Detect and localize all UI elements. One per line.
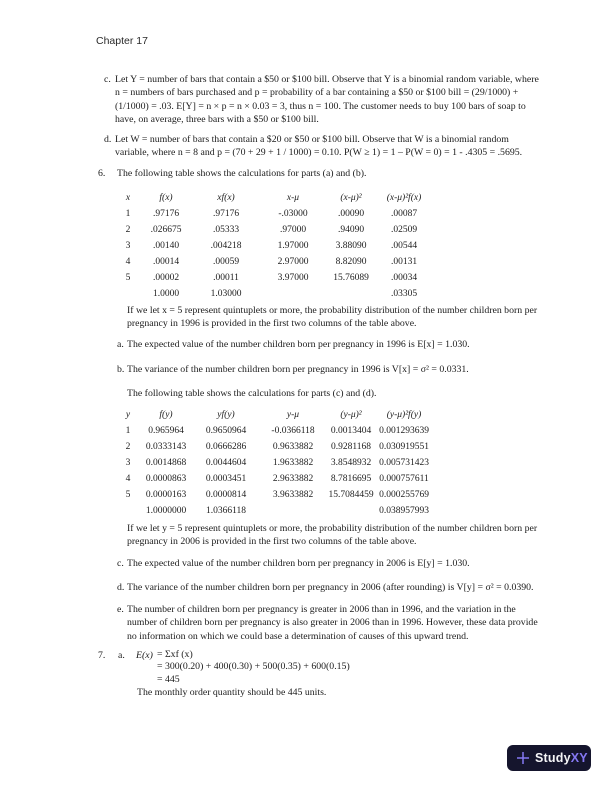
- q7-expression-lhs: E(x): [136, 650, 153, 661]
- table-row: [116, 487, 432, 503]
- item-5c-marker: c.: [104, 74, 111, 85]
- table-header-cell: x-μ: [286, 193, 300, 203]
- table-cell: 0.0044604: [205, 458, 247, 468]
- table-cell: 0.000757611: [379, 474, 429, 484]
- table-row: [116, 238, 432, 254]
- item-6e-text: The number of children born per pregnancy is greater in 2006 than in 1996, and the variation in the number of children born per pregnancy is also greater in 2006 than in 1996. However, these data provide no information on which we could base a determination of causes of this upward trend.: [127, 604, 538, 642]
- table-header-cell: (y-μ)²f(y): [386, 410, 422, 420]
- table-cell: 0.0666286: [205, 442, 247, 452]
- table-cell: 0.965964: [148, 426, 184, 436]
- table-cell: 0.0000863: [145, 474, 187, 484]
- table-cell: 3.8548932: [330, 458, 372, 468]
- table-cell: 0.0000814: [205, 490, 247, 500]
- item-6d: [117, 581, 541, 594]
- table-cell: 2.97000: [277, 257, 309, 267]
- table-cell: .00087: [390, 209, 418, 219]
- table-cell: .05333: [212, 225, 240, 235]
- item-6b: [117, 363, 541, 376]
- item-6e-marker: e.: [117, 604, 124, 615]
- item-6a: [117, 338, 541, 351]
- table-cell: 3: [125, 241, 131, 251]
- question-6-intro: The following table shows the calculations for parts (a) and (b).: [117, 168, 367, 179]
- question-6-line: [98, 167, 543, 180]
- table-2006: [116, 407, 432, 519]
- item-5d-marker: d.: [104, 134, 112, 145]
- table-cell: 5: [125, 273, 131, 283]
- intro-cd: The following table shows the calculations for parts (c) and (d).: [127, 388, 377, 399]
- table-cell: 0.0333143: [145, 442, 187, 452]
- table-cell: 1.0000: [152, 289, 180, 299]
- table-cell: 1.0366118: [205, 506, 247, 516]
- table-row: [116, 455, 432, 471]
- table-1996: [116, 190, 432, 302]
- table-cell: 5: [125, 490, 131, 500]
- table-row: [116, 503, 432, 519]
- table-cell: 0.000255769: [379, 490, 429, 500]
- table-cell: .00140: [152, 241, 180, 251]
- item-6a-text: The expected value of the number children born per pregnancy in 1996 is E[x] = 1.030.: [127, 339, 470, 350]
- table-header-row: [116, 190, 432, 206]
- item-6c-text: The expected value of the number children born per pregnancy in 2006 is E[y] = 1.030.: [127, 558, 470, 569]
- table-cell: 1.0000000: [145, 506, 187, 516]
- table-row: [116, 222, 432, 238]
- table-header-cell: y-μ: [286, 410, 300, 420]
- table-cell: 1.9633882: [272, 458, 314, 468]
- table-cell: 0.038957993: [379, 506, 429, 516]
- table-cell: .00002: [152, 273, 180, 283]
- table-cell: 2: [125, 442, 131, 452]
- table-cell: 1.03000: [210, 289, 242, 299]
- table-header-cell: xf(x): [217, 193, 235, 203]
- item-5d-text: Let W = number of bars that contain a $20 or $50 or $100 bill. Observe that W is a binomial random variable, where n = 8 and p = (70 + 29 + 1 / 1000) = 0.10. P(W ≥ 1) = 1 – P(W = 0) = 1 - .4305 = .5695.: [115, 134, 523, 159]
- table-cell: .00059: [212, 257, 240, 267]
- table-header-cell: f(x): [159, 193, 173, 203]
- table-row: [116, 254, 432, 270]
- item-6b-text: The variance of the number children born per pregnancy in 1996 is V[x] = σ² = 0.0331.: [127, 364, 469, 375]
- chapter-header: Chapter 17: [96, 35, 148, 47]
- table-cell: -0.0366118: [271, 426, 315, 436]
- q7-step-3: = 445: [157, 673, 180, 685]
- table-cell: 8.82090: [335, 257, 367, 267]
- table-row: [116, 471, 432, 487]
- item-6e: [117, 603, 541, 643]
- table-cell: .97176: [212, 209, 240, 219]
- table-cell: .00090: [337, 209, 365, 219]
- q7-steps: [157, 649, 487, 686]
- q7-step-2: = 300(0.20) + 400(0.30) + 500(0.35) + 600(0.15): [157, 661, 350, 673]
- table-header-cell: x: [125, 193, 131, 203]
- item-6d-text: The variance of the number children born per pregnancy in 2006 (after rounding) is V[y] = σ² = 0.0390.: [127, 582, 534, 593]
- table-cell: .004218: [210, 241, 242, 251]
- table-cell: .97000: [279, 225, 307, 235]
- table-row: [116, 439, 432, 455]
- table-cell: 0.030919551: [379, 442, 429, 452]
- table-cell: .00011: [213, 273, 239, 283]
- item-6c-marker: c.: [117, 558, 124, 569]
- q7-step-1: = Σxf (x): [157, 649, 193, 660]
- question-7a-marker: a.: [118, 650, 125, 661]
- question-7-number: 7.: [98, 650, 106, 661]
- table-cell: 15.7084459: [328, 490, 374, 500]
- table-header-row: [116, 407, 432, 423]
- table-cell: .97176: [152, 209, 180, 219]
- table-cell: -.03000: [278, 209, 308, 219]
- table-header-cell: yf(y): [217, 410, 235, 420]
- table-cell: 1.97000: [277, 241, 309, 251]
- table-cell: 2: [125, 225, 131, 235]
- table-cell: .03305: [390, 289, 418, 299]
- table-cell: 0.005731423: [379, 458, 429, 468]
- table-cell: 3: [125, 458, 131, 468]
- q7-conclusion: The monthly order quantity should be 445 units.: [137, 687, 327, 698]
- table-cell: 4: [125, 474, 131, 484]
- item-6d-marker: d.: [117, 582, 125, 593]
- item-6a-marker: a.: [117, 339, 124, 350]
- table-cell: 0.0000163: [145, 490, 187, 500]
- table-header-cell: (x-μ)²: [340, 193, 362, 203]
- table-cell: 3.97000: [277, 273, 309, 283]
- table-cell: .00014: [152, 257, 180, 267]
- table-cell: 0.0003451: [205, 474, 247, 484]
- table-header-cell: y: [125, 410, 131, 420]
- table-cell: 3.88090: [335, 241, 367, 251]
- item-5c: [104, 73, 541, 126]
- table-cell: 0.001293639: [379, 426, 429, 436]
- note-2006: If we let y = 5 represent quintuplets or more, the probability distribution of the number children born per pregnancy in 2006 is provided in the first two columns of the table above.: [127, 523, 538, 548]
- table-header-cell: (x-μ)²f(x): [386, 193, 422, 203]
- table-row: [116, 270, 432, 286]
- table-cell: .00034: [390, 273, 418, 283]
- brand-name-primary: Study: [535, 751, 571, 765]
- table-cell: .94090: [337, 225, 365, 235]
- item-5d: [104, 133, 541, 160]
- item-6b-marker: b.: [117, 364, 125, 375]
- brand-name-accent: XY: [570, 751, 588, 765]
- table-cell: 0.9281168: [330, 442, 372, 452]
- table-cell: .026675: [150, 225, 182, 235]
- table-cell: 1: [125, 426, 131, 436]
- item-6c: [117, 557, 541, 570]
- studyxy-badge[interactable]: [507, 745, 591, 771]
- table-cell: .00131: [390, 257, 418, 267]
- table-row: [116, 423, 432, 439]
- table-cell: 3.9633882: [272, 490, 314, 500]
- table-row: [116, 206, 432, 222]
- table-cell: 0.9650964: [205, 426, 247, 436]
- table-cell: 0.0013404: [330, 426, 372, 436]
- table-cell: 4: [125, 257, 131, 267]
- plus-icon: [516, 751, 530, 765]
- item-5c-text: Let Y = number of bars that contain a $50 or $100 bill. Observe that Y is a binomial random variable, where n = numbers of bars purchased and p = probability of a bar containing a $50 or $100 bill = (29/1000) + (1/1000) = .03. E[Y] = n × p = n × 0.03 = 3, thus n = 100. The customer needs to buy 100 bars of soap to have, on average, three bars with a $50 or $100 bill.: [115, 74, 539, 125]
- table-header-cell: (y-μ)²: [340, 410, 362, 420]
- table-cell: 0.9633882: [272, 442, 314, 452]
- table-cell: .02509: [390, 225, 418, 235]
- table-row: [116, 286, 432, 302]
- table-cell: 15.76089: [333, 273, 369, 283]
- table-cell: .00544: [390, 241, 418, 251]
- table-header-cell: f(y): [159, 410, 173, 420]
- note-1996: If we let x = 5 represent quintuplets or more, the probability distribution of the number children born per pregnancy in 1996 is provided in the first two columns of the table above.: [127, 305, 538, 330]
- question-6-number: 6.: [98, 168, 106, 179]
- table-cell: 1: [125, 209, 131, 219]
- table-cell: 8.7816695: [330, 474, 372, 484]
- table-cell: 2.9633882: [272, 474, 314, 484]
- table-cell: 0.0014868: [145, 458, 187, 468]
